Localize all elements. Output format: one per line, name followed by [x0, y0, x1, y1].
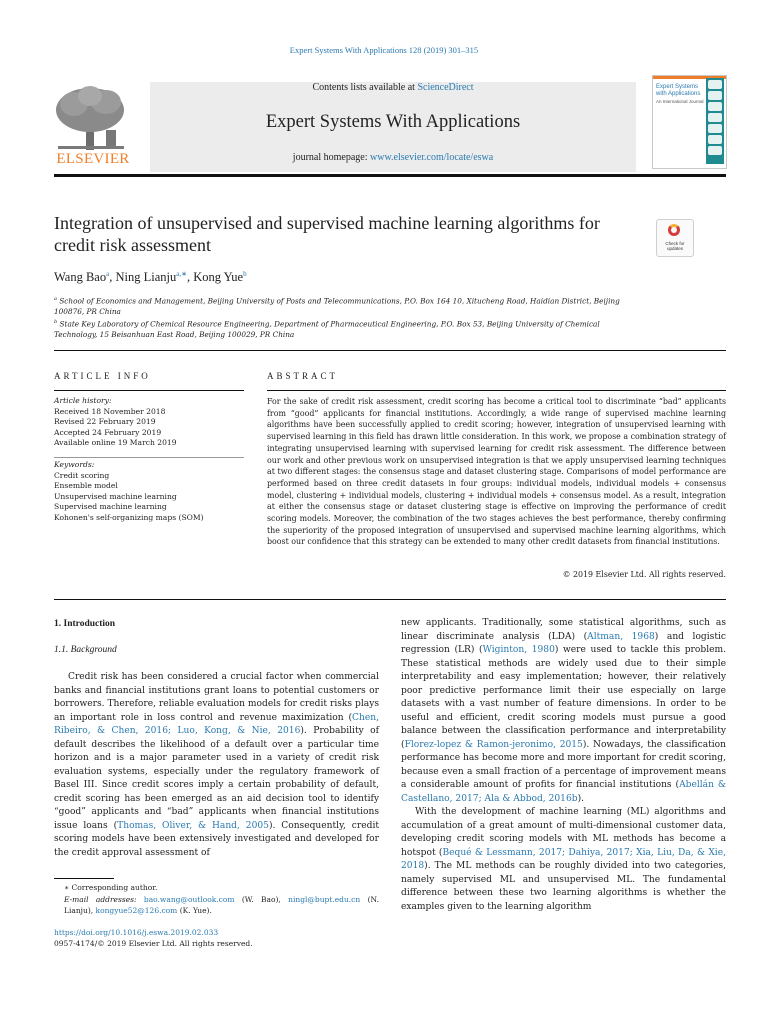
- intro-paragraph-right-2: With the development of machine learning (ML) algorithms and accumulation of a great amount of multi-dimensional customer data, developing credit scoring models with ML methods has become a hotspot (Bequé & Lessmann, 2017; Dahiya, 2017; Xia, Liu, Da, & Xie, 2018). The ML methods can be roughly divided into two categories, namely supervised ML and unsupervised ML. The fundamental difference between these two learning algorithms is whether the examples given to the learning algorithm: [401, 807, 726, 912]
- check-updates-label: Check for updates: [665, 241, 685, 251]
- history-item: Available online 19 March 2019: [54, 438, 177, 448]
- email-link[interactable]: ningl@bupt.edu.cn: [288, 894, 361, 904]
- footnote-rule: [54, 878, 114, 879]
- history-item: Accepted 24 February 2019: [54, 427, 162, 437]
- keyword-item: Ensemble model: [54, 481, 118, 491]
- keyword-item: Supervised machine learning: [54, 502, 167, 512]
- affiliation-a: $^a$ School of Economics and Management, Beijing University of Posts and Telecommunications, P.O. Box 164 10, Xitucheng Road, Haidian District, Beijing 100876, PR China: [54, 296, 620, 317]
- citation-link[interactable]: Bequé & Lessmann, 2017; Dahiya, 2017; Xia, Liu, Da, & Xie, 2018: [401, 847, 726, 871]
- abstract-bottom-rule: [54, 599, 726, 600]
- sciencedirect-link[interactable]: ScienceDirect: [417, 82, 474, 93]
- keyword-item: Kohonen's self-organizing maps (SOM): [54, 512, 204, 522]
- cover-title: Expert Systems with Applications An International Journal: [656, 84, 704, 104]
- cover-subtitle: An International Journal: [656, 99, 704, 104]
- intro-paragraph-left: Credit risk has been considered a crucial factor when commercial banks and financial institutions grant loans to potential customers or borrowers. Therefore, reliable evaluation models for credit risks plays an important role in loss control and revenue maximization (Chen, Ribeiro, & Chen, 2016; Luo, Kong, & Nie, 2016). Probability of default describes the likelihood of a default over a particular time horizon and is a major parameter used in a variety of credit risk evaluation systems, especially under the regulatory framework of Basel III. Since credit scores imply a certain probability of default, credit scoring has been emerged as an aid decision tool to identify “good” applicants and “bad” applicants when financial institutions issue loans (Thomas, Oliver, & Hand, 2005). Consequently, credit scoring models have been extensively investigated and developed for the credit approval assessment of: [54, 672, 380, 858]
- affiliation-rule: [54, 350, 726, 351]
- journal-title: Expert Systems With Applications: [265, 112, 521, 132]
- abstract-rule: [267, 390, 726, 391]
- homepage-line: [150, 152, 636, 163]
- history-item: Received 18 November 2018: [54, 406, 166, 416]
- author-list: Wang Bao$^a$, Ning Lianju$^{a,∗}$, Kong Yue$^b$: [54, 270, 247, 285]
- section-heading-introduction: 1. Introduction: [54, 619, 116, 629]
- author-name[interactable]: Ning Lianju: [115, 270, 177, 285]
- contents-line: [150, 82, 636, 93]
- email-link[interactable]: bao.wang@outlook.com: [143, 894, 235, 904]
- paper-title: Integration of unsupervised and supervised machine learning algorithms for credit risk assessment: [54, 213, 600, 255]
- abstract-heading: ABSTRACT: [267, 371, 339, 381]
- cover-pictogram-icon: [708, 124, 722, 133]
- homepage-link[interactable]: www.elsevier.com/locate/eswa: [370, 152, 494, 163]
- author-name[interactable]: Kong Yue: [193, 270, 244, 285]
- article-info-rule: [54, 390, 244, 391]
- header-rule: [54, 174, 726, 177]
- abstract-text: For the sake of credit risk assessment, credit scoring has become a critical tool to discriminate “bad” applicants from “good” applicants for financial institutions. Accordingly, a wide range of supervised machine learning algorithms have been successfully applied to credit scoring; however, integration of unsupervised learning with supervised learning in this field has drawn little consideration. In this work, we propose a combination strategy of integrating unsupervised learning with supervised learning for credit risk assessment. The difference between our work and other previous work on unsupervised integration is that we apply unsupervised learning techniques at two different stages: the consensus stage and dataset clustering stage. Comparisons of model performance are performed based on three credit datasets in four groups: individual models, individual models + consensus model, clustering + individual models, clustering + individual models + consensus model. As a result, integration at either the consensus stage or dataset clustering stage is effective on improving the performance of credit scoring models. Moreover, the combination of the two stages achieves the best performance, thereby confirming the superiority of the proposed integration of unsupervised and supervised machine learning algorithms, which boost our confidence that this strategy can be extended to many other credit datasets from financial institutions.: [267, 397, 726, 547]
- email-link[interactable]: kongyue52@126.com: [95, 906, 178, 915]
- author-affil-marker[interactable]: a: [106, 270, 110, 278]
- keywords-label: Keywords:: [54, 460, 95, 469]
- keyword-item: Unsupervised machine learning: [54, 491, 177, 501]
- check-for-updates-button[interactable]: [656, 219, 694, 257]
- cover-pictogram-icon: [708, 113, 722, 122]
- article-info-heading: ARTICLE INFO: [54, 371, 151, 381]
- subsection-heading-background: 1.1. Background: [54, 645, 117, 655]
- article-history: [54, 396, 244, 449]
- cover-pictogram-icon: [708, 80, 722, 89]
- issn-line: 0957-4174/© 2019 Elsevier Ltd. All rights reserved.: [54, 939, 253, 948]
- keywords: [54, 460, 244, 524]
- citation-link[interactable]: Wiginton, 1980: [482, 645, 555, 655]
- citation-link[interactable]: Altman, 1968: [587, 631, 655, 642]
- intro-paragraph-right-1: new applicants. Traditionally, some statistical algorithms, such as linear discriminate analysis (LDA) (Altman, 1968) and logistic regression (LR) (Wiginton, 1980) were used to tackle this problem. These statistical methods are widely used due to their simple interpretability and easy implementation; however, their relatively poor predictive performance limit their use especially on large datasets with a vast number of feature dimensions. In order to be useful and efficient, credit scoring models must pursue a good balance between the classification performance and interpretability (Florez-lopez & Ramon-jeronimo, 2015). Nowadays, the classification performance has become more and more important for credit scoring, because even a small fraction of a percentage of improvement means a considerable amount of profits for financial institutions (Abellán & Castellano, 2017; Ala & Abbod, 2016b).: [401, 618, 727, 804]
- citation-link[interactable]: Thomas, Oliver, & Hand, 2005: [117, 820, 269, 831]
- footnotes: [54, 882, 379, 917]
- cover-pictogram-icon: [708, 102, 722, 111]
- citation-link[interactable]: Abellán & Castellano, 2017; Ala & Abbod, 2016b: [401, 780, 726, 804]
- doi-link[interactable]: https://doi.org/10.1016/j.eswa.2019.02.033: [54, 928, 219, 937]
- contents-prefix: Contents lists available at: [312, 82, 418, 93]
- cover-icon-strip: [706, 78, 724, 164]
- keyword-item: Credit scoring: [54, 470, 110, 480]
- cover-pictogram-icon: [708, 146, 722, 155]
- check-updates-icon: [668, 224, 680, 236]
- author-affil-marker[interactable]: b: [243, 270, 247, 278]
- affiliation-b: $^b$ State Key Laboratory of Chemical Resource Engineering, Department of Pharmaceutical Engineering, P.O. Box 53, Beijing University of Chemical Technology, 15 Beisanhuan East Road, Beijing 100029, PR China: [54, 319, 600, 340]
- homepage-prefix: journal homepage:: [292, 152, 370, 163]
- email-label: E-mail addresses:: [64, 894, 137, 904]
- journal-cover-thumbnail[interactable]: [652, 75, 727, 169]
- cover-pictogram-icon: [708, 91, 722, 100]
- article-history-label: Article history:: [54, 396, 112, 405]
- email-addresses: E-mail addresses: bao.wang@outlook.com (W. Bao), ningl@bupt.edu.cn (N. Lianju), kongyue52@126.com (K. Yue).: [64, 894, 379, 915]
- abstract-copyright: © 2019 Elsevier Ltd. All rights reserved.: [562, 570, 726, 579]
- history-item: Revised 22 February 2019: [54, 417, 156, 427]
- corresponding-author-note: ∗ Corresponding author.: [64, 883, 158, 892]
- citation-link[interactable]: Florez-lopez & Ramon-jeronimo, 2015: [404, 739, 583, 750]
- journal-reference[interactable]: Expert Systems With Applications 128 (2019) 301–315: [289, 45, 479, 55]
- author-name[interactable]: Wang Bao: [54, 270, 107, 285]
- info-divider: [54, 457, 244, 458]
- author-affil-marker[interactable]: a,∗: [176, 270, 187, 278]
- citation-link[interactable]: Chen, Ribeiro, & Chen, 2016; Luo, Kong, & Nie, 2016: [54, 712, 379, 736]
- elsevier-wordmark: ELSEVIER: [56, 151, 130, 167]
- cover-pictogram-icon: [708, 135, 722, 144]
